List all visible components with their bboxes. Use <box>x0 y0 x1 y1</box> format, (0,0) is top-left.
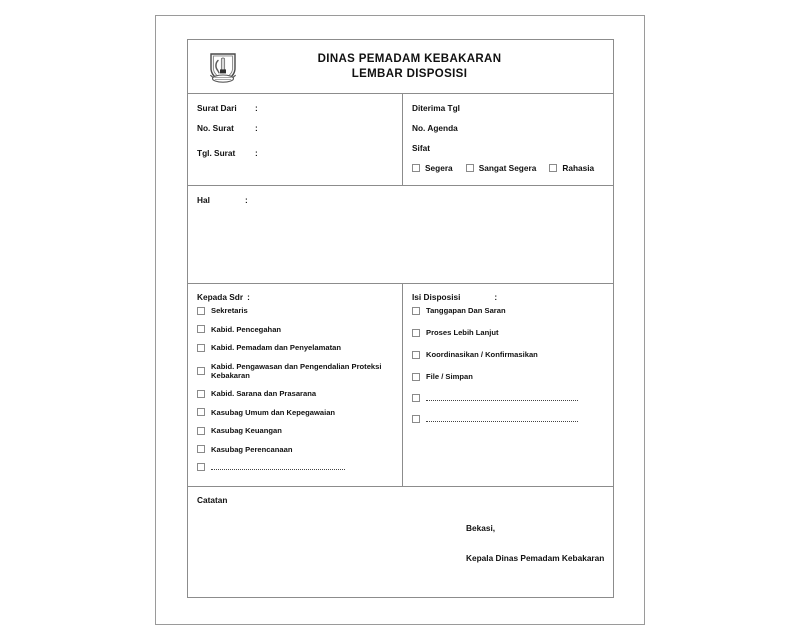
list-item-label: Sekretaris <box>211 306 248 315</box>
disposition-other-fill-line-2[interactable] <box>426 417 578 422</box>
sifat-option-rahasia[interactable] <box>549 163 594 173</box>
list-item[interactable] <box>412 415 604 423</box>
list-item[interactable] <box>197 426 393 435</box>
list-item[interactable] <box>197 325 393 334</box>
paper-sheet <box>155 15 645 625</box>
sifat-option-segera[interactable] <box>412 163 453 173</box>
list-item[interactable] <box>412 328 604 337</box>
form-header-cell <box>188 40 613 93</box>
subject-cell <box>188 186 613 283</box>
list-item-label: Kabid. Sarana dan Prasarana <box>211 389 317 398</box>
list-item[interactable] <box>412 306 604 315</box>
field-tgl-surat <box>197 148 393 159</box>
checkbox-kabid-pengawasan-pengendalian[interactable] <box>197 367 205 375</box>
disposition-form-table <box>187 39 614 598</box>
recipient-heading-colon: : <box>247 292 250 302</box>
subject-row <box>188 185 613 283</box>
field-tgl-surat-label: Tgl. Surat <box>197 148 236 158</box>
checkbox-disposition-other-2[interactable] <box>412 415 420 423</box>
list-item-label: Kabid. Pengawasan dan Pengendalian Proteksi Kebakaran <box>211 361 382 380</box>
document-title <box>249 52 604 82</box>
field-surat-dari <box>197 103 393 114</box>
list-item[interactable] <box>412 372 604 381</box>
field-hal-label: Hal <box>197 195 210 205</box>
disposition-heading-colon: : <box>494 292 498 302</box>
checkbox-recipient-other[interactable] <box>197 463 205 471</box>
checkbox-sangat-segera[interactable] <box>466 164 474 172</box>
field-no-surat-label: No. Surat <box>197 123 234 133</box>
checkbox-kasubag-umum-kepegawaian[interactable] <box>197 408 205 416</box>
checkbox-file-simpan[interactable] <box>412 373 420 381</box>
list-item[interactable] <box>197 463 393 471</box>
recipient-cell <box>188 284 402 486</box>
checkbox-disposition-other-1[interactable] <box>412 394 420 402</box>
bekasi-city-emblem-icon <box>197 47 249 87</box>
field-hal <box>197 195 604 205</box>
signature-title: Kepala Dinas Pemadam Kebakaran <box>466 553 605 563</box>
letter-source-cell <box>188 94 402 185</box>
disposition-row <box>188 283 613 486</box>
sifat-option-rahasia-label: Rahasia <box>562 163 595 173</box>
field-surat-dari-label: Surat Dari <box>197 103 237 113</box>
field-no-surat-value[interactable] <box>265 123 393 134</box>
disposition-heading <box>412 292 604 302</box>
field-no-agenda-label: No. Agenda <box>412 123 458 133</box>
letter-info-row <box>188 93 613 185</box>
list-item-label: Kasubag Umum dan Kepegawaian <box>211 407 336 417</box>
checkbox-sekretaris[interactable] <box>197 307 205 315</box>
list-item-label: File / Simpan <box>426 372 473 381</box>
list-item[interactable] <box>197 445 393 454</box>
list-item[interactable] <box>412 394 604 402</box>
sifat-options-group <box>412 163 604 173</box>
notes-row <box>188 486 613 597</box>
checkbox-rahasia[interactable] <box>549 164 557 172</box>
recipient-other-fill-line[interactable] <box>211 465 345 470</box>
field-no-surat-colon: : <box>255 123 258 133</box>
signature-place: Bekasi, <box>466 523 496 533</box>
notes-label: Catatan <box>197 495 228 505</box>
list-item-label: Kasubag Perencanaan <box>211 444 293 454</box>
field-sifat-label: Sifat <box>412 143 430 153</box>
checkbox-tanggapan-dan-saran[interactable] <box>412 307 420 315</box>
document-title-line-1: DINAS PEMADAM KEBAKARAN <box>317 52 502 65</box>
sifat-option-sangat-segera[interactable] <box>466 163 537 173</box>
field-no-surat <box>197 123 393 134</box>
list-item-label: Tanggapan Dan Saran <box>426 306 506 315</box>
list-item[interactable] <box>412 350 604 359</box>
checkbox-kabid-sarana-prasarana[interactable] <box>197 390 205 398</box>
signature-block <box>466 523 604 564</box>
checkbox-kasubag-perencanaan[interactable] <box>197 445 205 453</box>
field-diterima-tgl-label: Diterima Tgl <box>412 103 460 113</box>
disposition-content-cell <box>402 284 613 486</box>
checkbox-segera[interactable] <box>412 164 420 172</box>
list-item[interactable] <box>197 389 393 398</box>
checkbox-kasubag-keuangan[interactable] <box>197 427 205 435</box>
notes-cell <box>188 487 613 597</box>
sifat-option-segera-label: Segera <box>425 163 453 173</box>
document-title-line-2: LEMBAR DISPOSISI <box>351 67 468 80</box>
checkbox-kabid-pencegahan[interactable] <box>197 325 205 333</box>
checkbox-koordinasikan-konfirmasikan[interactable] <box>412 351 420 359</box>
field-surat-dari-colon: : <box>255 103 258 113</box>
list-item[interactable] <box>197 408 393 417</box>
recipient-heading-label: Kepada Sdr <box>197 292 244 302</box>
disposition-other-fill-line-1[interactable] <box>426 396 578 401</box>
field-surat-dari-value[interactable] <box>265 103 393 114</box>
letter-receipt-cell <box>402 94 613 185</box>
checkbox-kabid-pemadam-penyelamatan[interactable] <box>197 344 205 352</box>
recipient-checklist <box>197 306 393 481</box>
list-item-label: Proses Lebih Lanjut <box>426 328 499 337</box>
disposition-checklist <box>412 306 604 436</box>
list-item-label: Kabid. Pemadam dan Penyelamatan <box>211 343 341 352</box>
disposition-heading-label: Isi Disposisi <box>412 292 461 302</box>
sifat-option-sangat-segera-label: Sangat Segera <box>478 163 537 173</box>
list-item[interactable] <box>197 343 393 352</box>
form-header-row <box>188 40 613 93</box>
field-tgl-surat-colon: : <box>255 148 258 158</box>
field-hal-colon: : <box>245 195 248 205</box>
list-item[interactable] <box>197 306 393 315</box>
list-item-label: Koordinasikan / Konfirmasikan <box>426 350 538 359</box>
checkbox-proses-lebih-lanjut[interactable] <box>412 329 420 337</box>
list-item[interactable] <box>197 362 393 380</box>
list-item-label: Kabid. Pencegahan <box>211 324 282 334</box>
list-item-label: Kasubag Keuangan <box>211 426 282 435</box>
field-tgl-surat-value[interactable] <box>265 148 393 159</box>
recipient-heading <box>197 292 393 302</box>
